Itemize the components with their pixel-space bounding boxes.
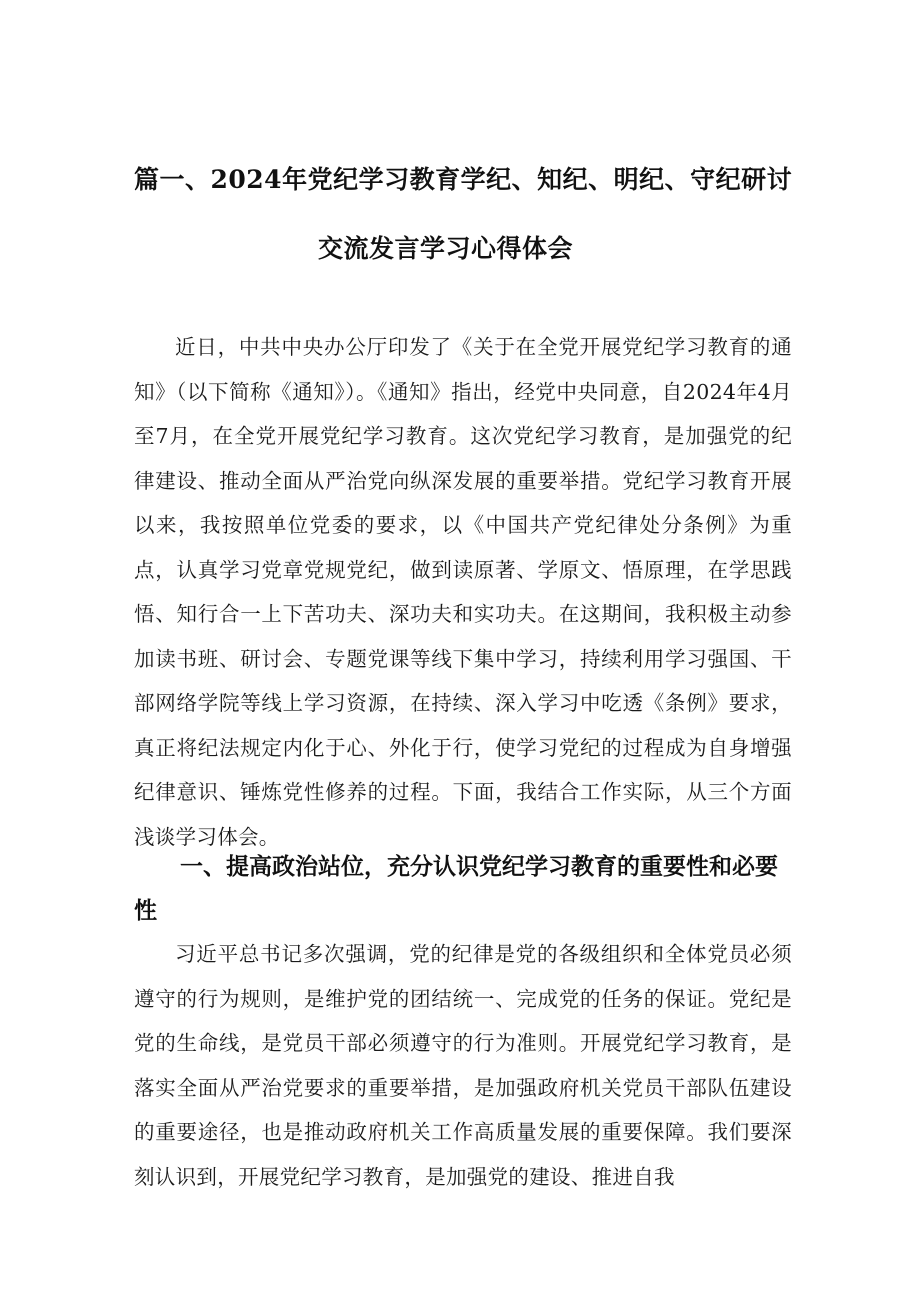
document-title-line-2: 交流发言学习心得体会: [318, 234, 574, 263]
section-heading-1: 一、提高政治站位，充分认识党纪学习教育的重要性和必要性: [134, 854, 778, 924]
body-paragraph-section-1: 习近平总书记多次强调，党的纪律是党的各级组织和全体党员必须遵守的行为规则，是维护党的团结统一、完成党的任务的保证。党纪是党的生命线，是党员干部必须遵守的行为准则。开展党纪学习教育，是落实全面从严治党要求的重要举措，是加强政府机关党员干部队伍建设的重要途径，也是推动政府机关工作高质量发展的重要保障。我们要深刻认识到，开展党纪学习教育，是加强党的建设、推进自我: [134, 942, 792, 1189]
body-paragraph-intro: 近日，中共中央办公厅印发了《关于在全党开展党纪学习教育的通知》（以下简称《通知》）。《通知》指出，经党中央同意，自2024年4月至7月，在全党开展党纪学习教育。这次党纪学习教育，是加强党的纪律建设、推动全面从严治党向纵深发展的重要举措。党纪学习教育开展以来，我按照单位党委的要求，以《中国共产党纪律处分条例》为重点，认真学习党章党规党纪，做到读原著、学原文、悟原理，在学思践悟、知行合一上下苦功夫、深功夫和实功夫。在这期间，我积极主动参加读书班、研讨会、专题党课等线下集中学习，持续利用学习强国、干部网络学院等线上学习资源，在持续、深入学习中吃透《条例》要求，真正将纪法规定内化于心、外化于行，使学习党纪的过程成为自身增强纪律意识、锤炼党性修养的过程。下面，我结合工作实际，从三个方面浅谈学习体会。: [134, 335, 792, 849]
document-title-line-1: 篇一、2024年党纪学习教育学纪、知纪、明纪、守纪研讨: [134, 165, 793, 194]
